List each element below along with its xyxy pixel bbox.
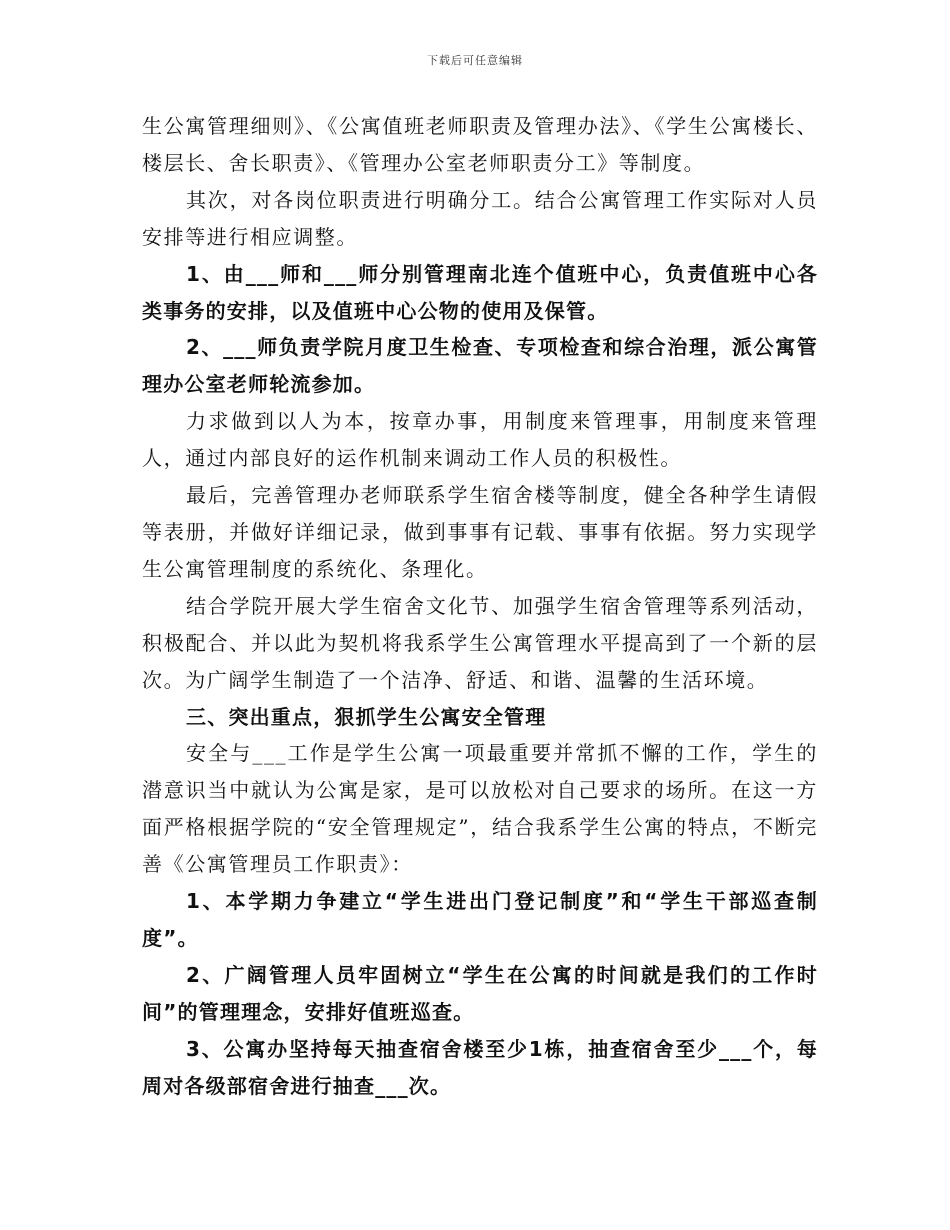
page-header: 下载后可任意编辑: [427, 54, 523, 67]
section-heading-safety: 三、突出重点，狠抓学生公寓安全管理: [186, 704, 547, 729]
paragraph-item-2-inspections: 2、___师负责学院月度卫生检查、专项检查和综合治理，派公寓管理办公室老师轮流参加。: [142, 335, 818, 397]
paragraph-culture-festival: 结合学院开展大学生宿舍文化节、加强学生宿舍管理等系列活动，积极配合、并以此为契机将我系学生公寓管理水平提高到了一个新的层次。为广阔学生制造了一个洁净、舒适、和谐、温馨的生活环境。: [142, 593, 818, 692]
paragraph-safety-item-1: 1、本学期力争建立“学生进出门登记制度”和“学生干部巡查制度”。: [142, 889, 818, 950]
paragraph-safety-item-3: 3、公寓办坚持每天抽查宿舍楼至少1栋，抽查宿舍至少___个，每周对各级部宿舍进行抽查___次。: [142, 1036, 818, 1098]
paragraph-safety-intro: 安全与___工作是学生公寓一项最重要并常抓不懈的工作，学生的潜意识当中就认为公寓是家，是可以放松对自己要求的场所。在这一方面严格根据学院的“安全管理规定”，结合我系学生公寓的特点，不断完善《公寓管理员工作职责》：: [142, 741, 818, 877]
paragraph-regulations-list: 生公寓管理细则》、《公寓值班老师职责及管理办法》、《学生公寓楼长、楼层长、舍长职责》、《管理办公室老师职责分工》等制度。: [142, 114, 818, 175]
paragraph-secondly: 其次，对各岗位职责进行明确分工。结合公寓管理工作实际对人员安排等进行相应调整。: [142, 187, 818, 249]
paragraph-finally: 最后，完善管理办老师联系学生宿舍楼等制度，健全各种学生请假等表册，并做好详细记录，做到事事有记载、事事有依据。努力实现学生公寓管理制度的系统化、条理化。: [142, 483, 818, 581]
paragraph-safety-item-2: 2、广阔管理人员牢固树立“学生在公寓的时间就是我们的工作时间”的管理理念，安排好值班巡查。: [142, 962, 818, 1024]
paragraph-people-oriented: 力求做到以人为本，按章办事，用制度来管理事，用制度来管理人，通过内部良好的运作机制来调动工作人员的积极性。: [142, 409, 818, 471]
document-body: [142, 108, 818, 1104]
paragraph-item-1-duty-centers: 1、由___师和___师分别管理南北连个值班中心，负责值班中心各类事务的安排，以及值班中心公物的使用及保管。: [142, 261, 818, 323]
